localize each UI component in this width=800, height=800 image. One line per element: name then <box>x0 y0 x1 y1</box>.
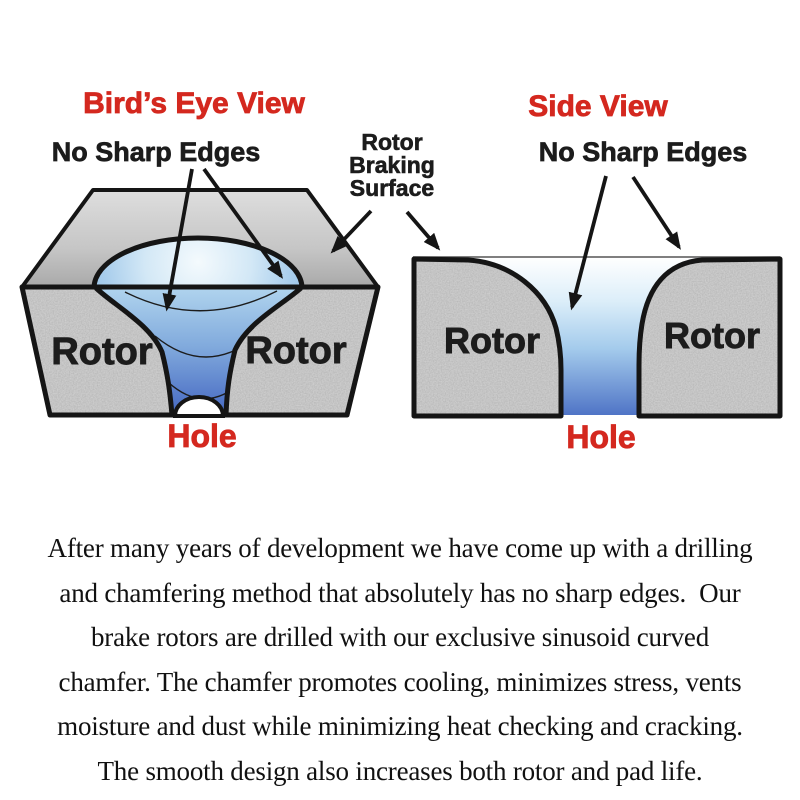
paragraph-line: and chamfering method that absolutely has no sharp edges. Our <box>59 577 741 608</box>
arrow-no-sharp-edges-sv-right <box>633 177 679 247</box>
description-paragraph <box>0 526 800 794</box>
arrow-braking-surface-right <box>407 212 438 248</box>
rotor-braking-surface-line2: Braking <box>349 152 435 178</box>
hole-label-birds-eye: Hole <box>167 418 237 454</box>
rotor-braking-surface-line1: Rotor <box>361 129 423 155</box>
paragraph-line: moisture and dust while minimizing heat checking and cracking. <box>57 711 743 742</box>
birds-eye-view-title: Bird’s Eye View <box>83 87 305 120</box>
rotor-label-sv-right: Rotor <box>664 315 760 356</box>
side-view-title: Side View <box>528 90 668 123</box>
rotor-braking-surface-line3: Surface <box>349 175 435 201</box>
hole-label-side-view: Hole <box>566 419 636 455</box>
paragraph-line: The smooth design also increases both rotor and pad life. <box>97 755 703 786</box>
rotor-label-be-right: Rotor <box>245 330 347 372</box>
no-sharp-edges-label-birds-eye: No Sharp Edges <box>51 137 261 167</box>
rotor-label-sv-left: Rotor <box>444 320 540 361</box>
paragraph-line: chamfer. The chamfer promotes cooling, minimizes stress, vents <box>58 666 742 697</box>
paragraph-line: brake rotors are drilled with our exclusive sinusoid curved <box>90 622 710 653</box>
paragraph-line: After many years of development we have come up with a drilling <box>47 533 753 563</box>
rotor-label-be-left: Rotor <box>51 331 153 373</box>
no-sharp-edges-label-side-view: No Sharp Edges <box>538 137 748 167</box>
rotor-braking-surface-label <box>349 131 435 200</box>
birds-eye-view-figure <box>22 190 378 416</box>
